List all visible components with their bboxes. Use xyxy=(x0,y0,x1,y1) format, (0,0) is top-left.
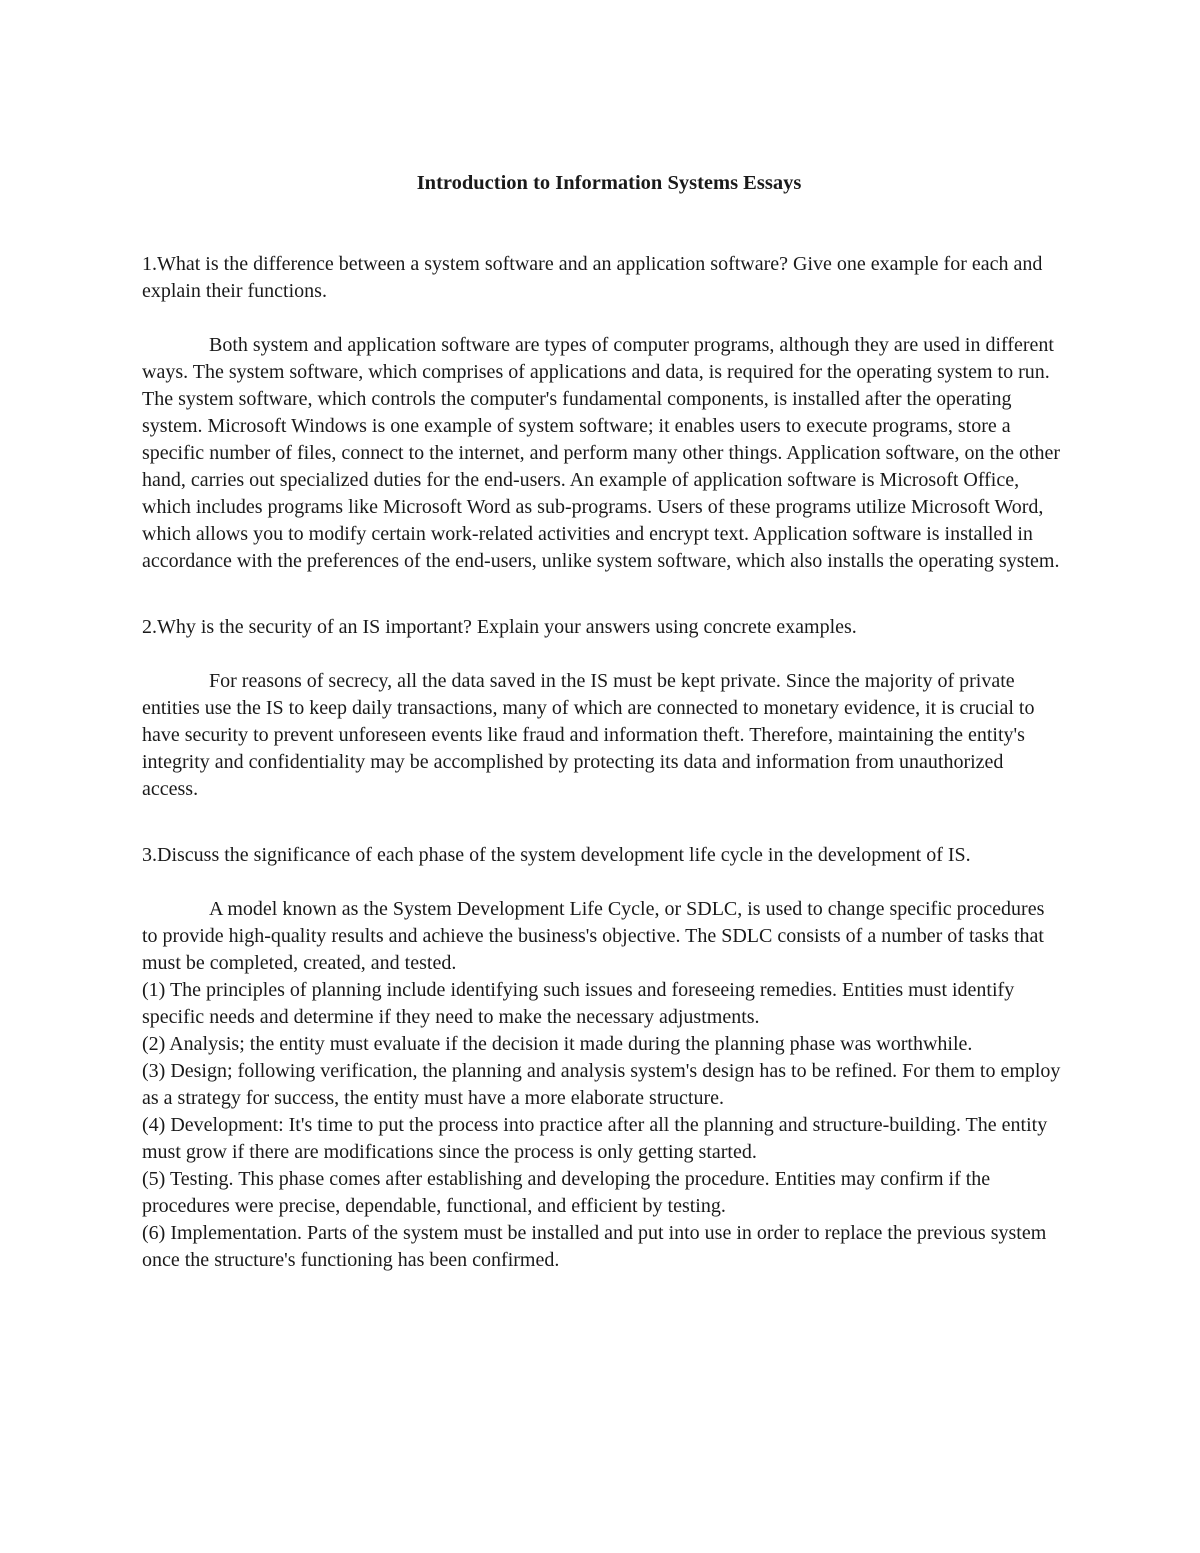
sdlc-phase-implementation: (6) Implementation. Parts of the system must be installed and put into use in order to replace the previous system once the structure's functioning has been confirmed. xyxy=(142,1222,1047,1271)
answer-2: For reasons of secrecy, all the data saved in the IS must be kept private. Since the majority of private entities use the IS to keep daily transactions, many of which are connected to monetary evidence, it is crucial to have security to prevent unforeseen events like fraud and information theft. Therefore, maintaining the entity's integrity and confidentiality may be accomplished by protecting its data and information from unauthorized access. xyxy=(142,670,1035,800)
question-3: 3.Discuss the significance of each phase of the system development life cycle in the development of IS. xyxy=(142,844,971,866)
sdlc-phase-analysis: (2) Analysis; the entity must evaluate if the decision it made during the planning phase was worthwhile. xyxy=(142,1033,973,1055)
document-body xyxy=(142,168,1062,1274)
sdlc-phase-planning: (1) The principles of planning include identifying such issues and foreseeing remedies. Entities must identify specific needs and determine if they need to make the necessary adjustments. xyxy=(142,979,1015,1028)
page-title: Introduction to Information Systems Essays xyxy=(416,172,802,194)
question-2: 2.Why is the security of an IS important? Explain your answers using concrete examples. xyxy=(142,616,857,638)
sdlc-phase-list xyxy=(142,977,1062,1274)
answer-3: A model known as the System Development Life Cycle, or SDLC, is used to change specific procedures to provide high-quality results and achieve the business's objective. The SDLC consists of a number of tasks that must be completed, created, and tested. xyxy=(142,898,1045,974)
sdlc-phase-development: (4) Development: It's time to put the process into practice after all the planning and structure-building. The entity must grow if there are modifications since the process is only getting started. xyxy=(142,1114,1048,1163)
sdlc-phase-design: (3) Design; following verification, the planning and analysis system's design has to be refined. For them to employ as a strategy for success, the entity must have a more elaborate structure. xyxy=(142,1060,1061,1109)
sdlc-phase-testing: (5) Testing. This phase comes after establishing and developing the procedure. Entities may confirm if the procedures were precise, dependable, functional, and efficient by testing. xyxy=(142,1168,991,1217)
question-1: 1.What is the difference between a system software and an application software? Give one example for each and explain their functions. xyxy=(142,253,1043,302)
answer-1: Both system and application software are types of computer programs, although they are used in different ways. The system software, which comprises of applications and data, is required for the operating system to run. The system software, which controls the computer's fundamental components, is installed after the operating system. Microsoft Windows is one example of system software; it enables users to execute programs, store a specific number of files, connect to the internet, and perform many other things. Application software, on the other hand, carries out specialized duties for the end-users. An example of application software is Microsoft Office, which includes programs like Microsoft Word as sub-programs. Users of these programs utilize Microsoft Word, which allows you to modify certain work-related activities and encrypt text. Application software is installed in accordance with the preferences of the end-users, unlike system software, which also installs the operating system. xyxy=(142,334,1061,572)
